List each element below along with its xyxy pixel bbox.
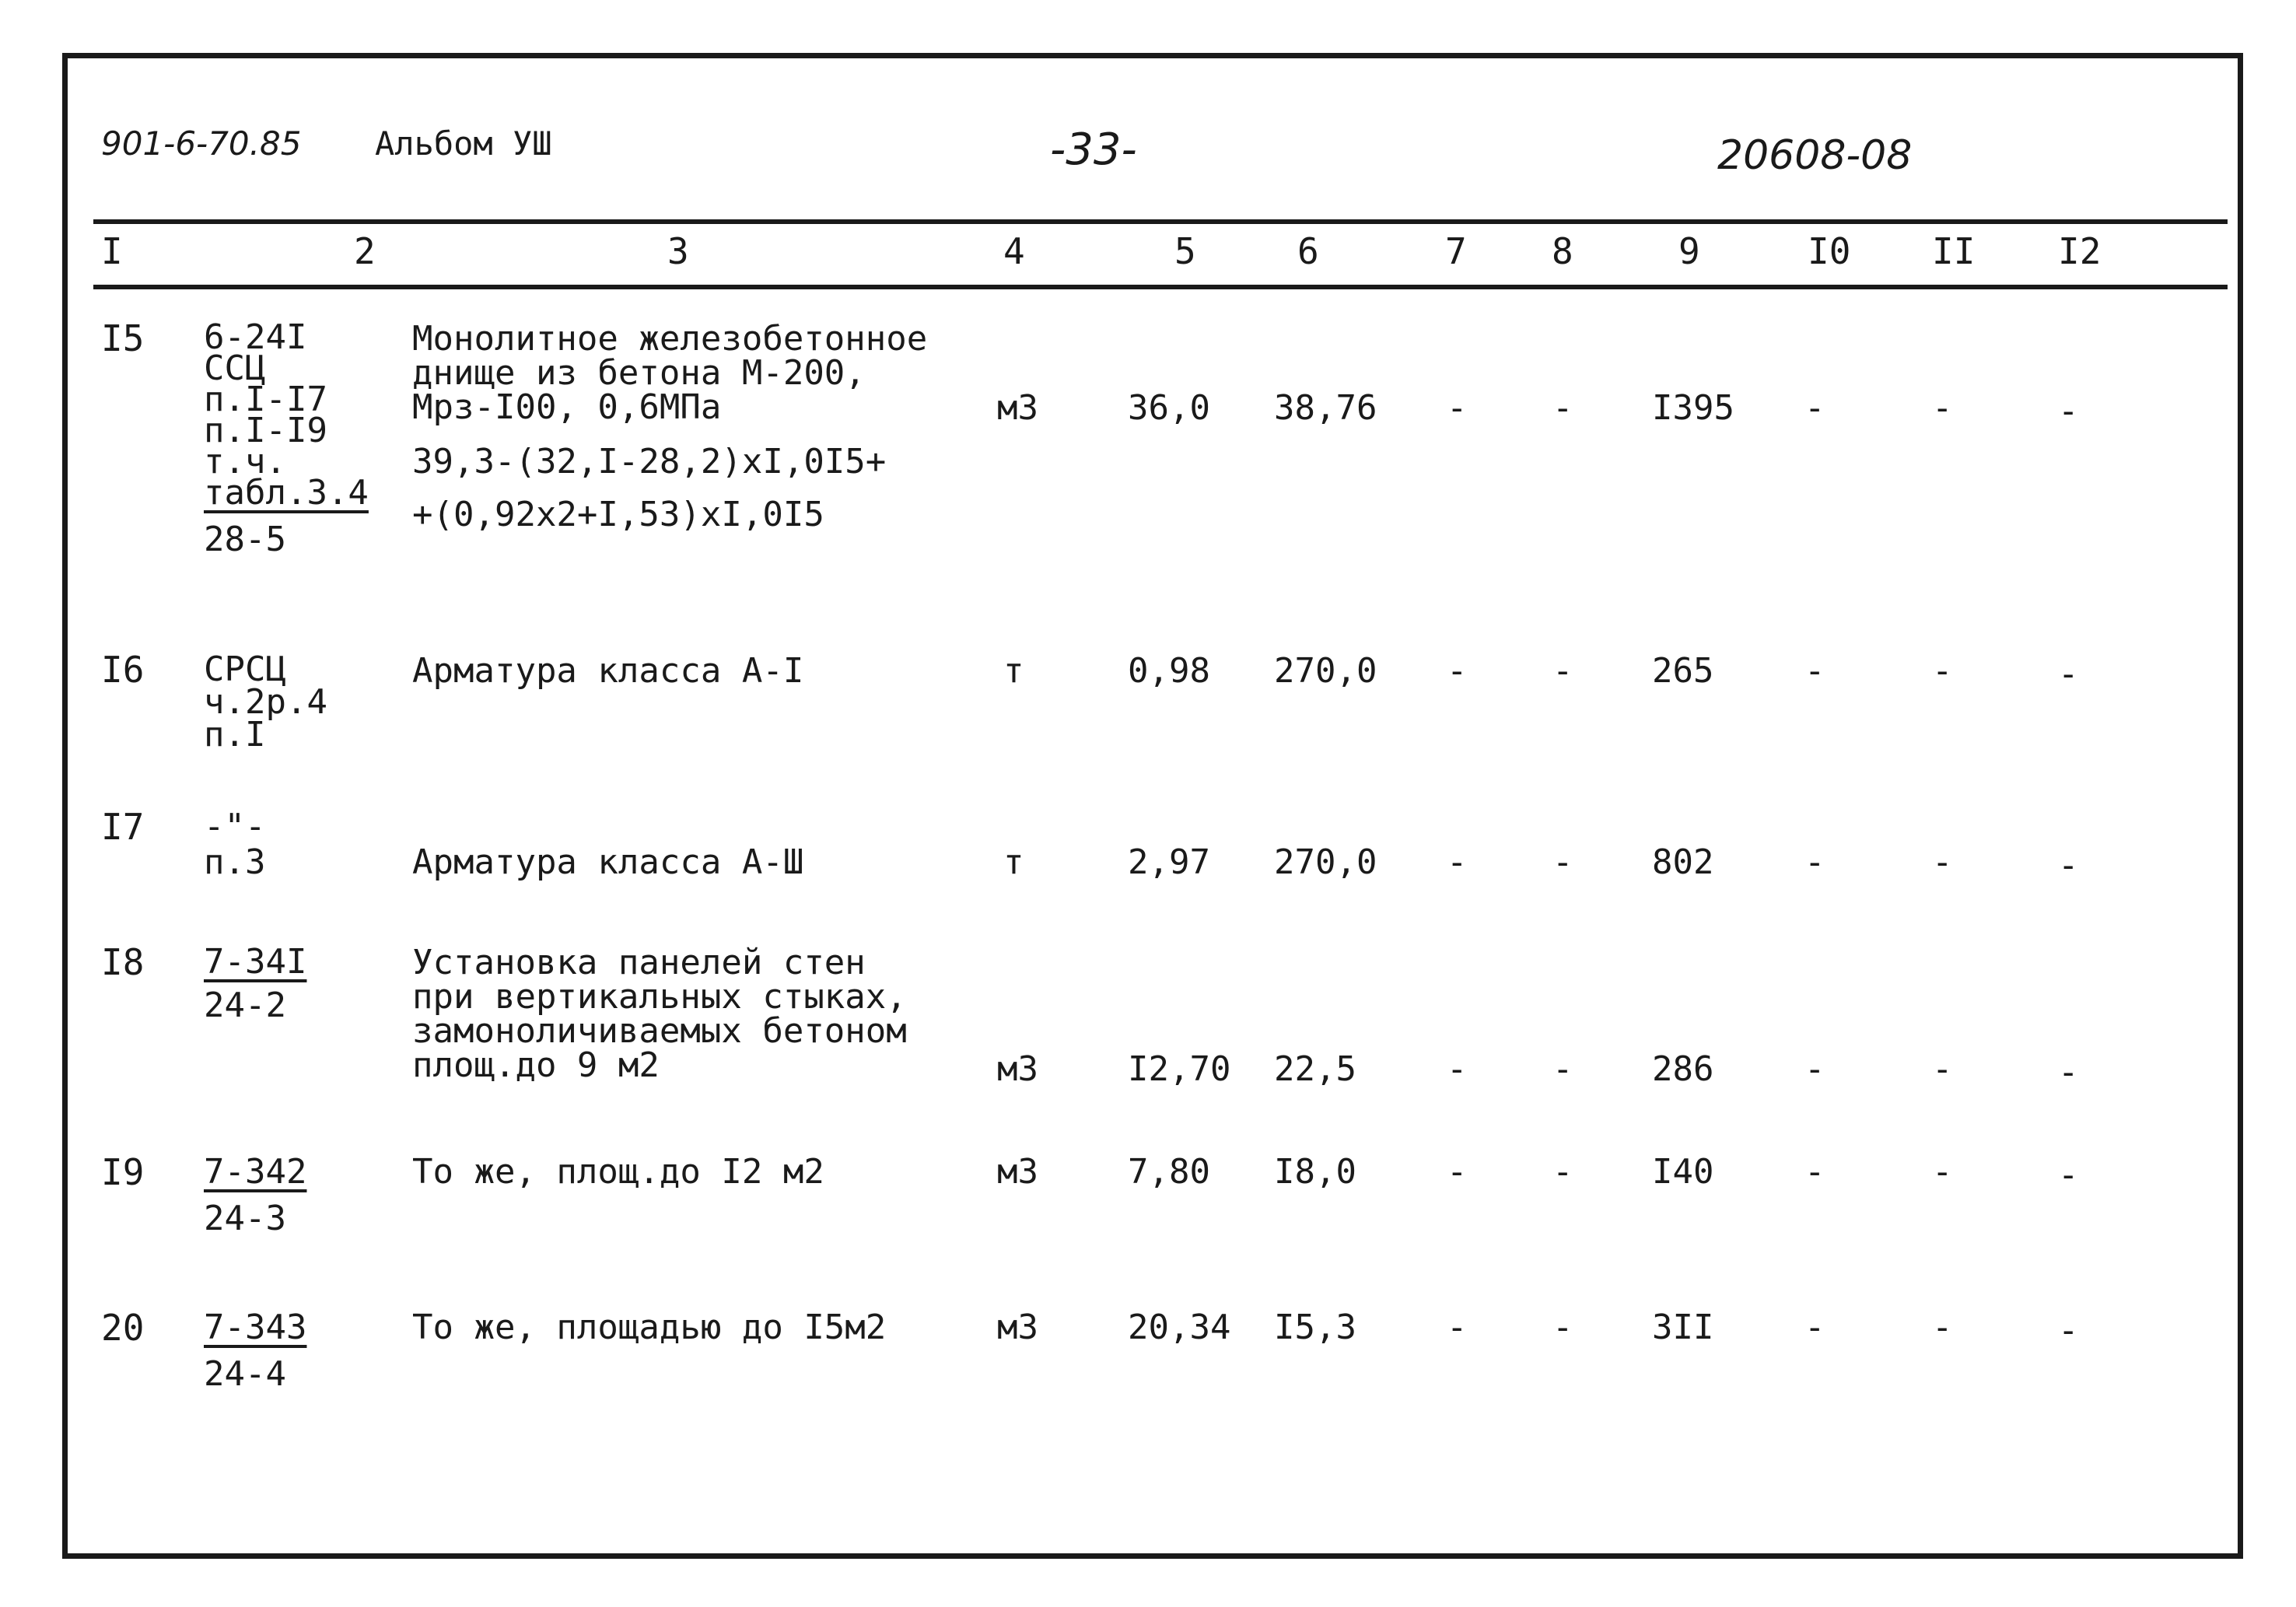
row-20-ref-line: 7-343 [204,1308,307,1347]
row-18-c8: - [1552,1049,1573,1089]
row-19-ref [204,1154,306,1237]
row-15-c11: - [1932,388,1953,428]
row-16-c11: - [1932,651,1953,691]
row-16-ref-line: ч.2р.4 [204,682,327,722]
row-15-ref-line: 6-24I [204,317,307,357]
column-header-5: 5 [1174,230,1196,272]
album-label: Альбом УШ [375,124,552,163]
row-15-pos: I5 [101,317,145,359]
row-17-c8: - [1552,842,1573,882]
column-header-11: II [1932,230,1976,272]
row-18-c7: - [1447,1049,1468,1089]
column-header-12: I2 [2058,230,2102,272]
row-20-c8: - [1552,1308,1573,1347]
row-16-c5: 0,98 [1128,651,1210,691]
column-header-9: 9 [1678,230,1700,272]
row-19-c5: 7,80 [1128,1152,1210,1192]
row-20-ref [204,1310,306,1392]
row-20-c7: - [1447,1308,1468,1347]
row-19-c12: - [2058,1155,2079,1195]
row-19-pos: I9 [101,1151,145,1193]
row-15-c8: - [1552,388,1573,428]
row-19-unit: м3 [997,1152,1038,1192]
row-17-ref-line: -"- [204,807,266,846]
row-16-c12: - [2058,654,2079,694]
row-18-ref [204,944,306,1024]
column-header-7: 7 [1445,230,1467,272]
row-17-c7: - [1447,842,1468,882]
row-18-ref-line: 7-34I [204,942,307,982]
row-15-ref-line: табл.3.4 [204,473,369,513]
row-16-c10: - [1804,651,1825,691]
row-15-unit: м3 [997,388,1038,428]
row-20-desc: То же, площадью до I5м2 [412,1308,887,1347]
row-16-c7: - [1447,651,1468,691]
doc-number: 20608-08 [1717,132,1913,179]
row-20-c10: - [1804,1308,1825,1347]
row-16-c6: 270,0 [1274,651,1377,691]
row-18-pos: I8 [101,941,145,983]
column-header-6: 6 [1297,230,1319,272]
column-header-1: I [101,230,123,272]
row-18-desc-line: при вертикальных стыках, [412,977,907,1017]
row-15-c5: 36,0 [1128,388,1210,428]
row-19-c10: - [1804,1152,1825,1192]
row-19-c6: I8,0 [1274,1152,1356,1192]
row-17-c6: 270,0 [1274,842,1377,882]
row-19-ref-line: 24-3 [204,1199,286,1238]
row-15-c10: - [1804,388,1825,428]
row-15-ref-line: 28-5 [204,520,286,559]
row-19-c11: - [1932,1152,1953,1192]
page-number: -33- [1050,124,1137,175]
row-15-ref [204,317,369,559]
row-16-desc: Арматура класса А-I [412,651,804,691]
row-19-c8: - [1552,1152,1573,1192]
row-16-ref-line: СРСЦ [204,649,286,689]
row-15-ref-line: ССЦ [204,348,266,388]
column-header-3: 3 [667,230,689,272]
row-20-c5: 20,34 [1128,1308,1231,1347]
row-15-desc-line: Мрз-I00, 0,6МПа [412,387,722,427]
row-20-c12: - [2058,1311,2079,1350]
row-15-desc-line: днище из бетона М-200, [412,353,866,393]
column-header-4: 4 [1003,230,1025,272]
row-16-ref [204,649,327,754]
row-17-ref [204,809,265,881]
row-16-c9: 265 [1652,651,1714,691]
row-18-c12: - [2058,1052,2079,1092]
row-17-c11: - [1932,842,1953,882]
row-16-c8: - [1552,651,1573,691]
row-18-desc-line: Установка панелей стен [412,943,866,982]
row-18-c9: 286 [1652,1049,1714,1089]
header-rule-bottom [93,285,2228,289]
column-header-8: 8 [1552,230,1573,272]
header-rule-top [93,219,2228,224]
row-18-c11: - [1932,1049,1953,1089]
row-15-desc-line: Монолитное железобетонное [412,319,928,359]
row-18-desc [412,943,907,1085]
row-15-ref-line: п.I-I7 [204,380,327,419]
row-18-c10: - [1804,1049,1825,1089]
row-18-desc-line: площ.до 9 м2 [412,1045,660,1085]
row-20-c6: I5,3 [1274,1308,1356,1347]
row-20-unit: м3 [997,1308,1038,1347]
row-16-unit: т [1003,651,1024,691]
row-15-c12: - [2058,391,2079,431]
row-15-desc [412,319,928,534]
row-18-c6: 22,5 [1274,1049,1356,1089]
column-header-2: 2 [354,230,376,272]
row-18-ref-line: 24-2 [204,986,286,1025]
row-17-desc: Арматура класса А-Ш [412,842,804,882]
row-16-ref-line: п.I [204,715,266,754]
row-18-unit: м3 [997,1049,1038,1089]
row-19-ref-line: 7-342 [204,1152,307,1192]
row-18-c5: I2,70 [1128,1049,1231,1089]
document-code: 901-6-70.85 [101,124,302,163]
row-15-desc-line: 39,3-(32,I-28,2)xI,0I5+ [412,442,887,481]
row-15-ref-line: п.I-I9 [204,411,327,450]
row-17-unit: т [1003,842,1024,882]
row-17-c9: 802 [1652,842,1714,882]
row-19-c7: - [1447,1152,1468,1192]
row-19-desc: То же, площ.до I2 м2 [412,1152,824,1192]
column-header-10: I0 [1808,230,1851,272]
row-20-c9: 3II [1652,1308,1714,1347]
row-16-pos: I6 [101,649,145,691]
row-17-ref-line: п.3 [204,842,266,882]
row-15-desc-line: +(0,92x2+I,53)xI,0I5 [412,495,824,534]
row-17-c5: 2,97 [1128,842,1210,882]
row-20-ref-line: 24-4 [204,1354,286,1394]
row-17-c12: - [2058,846,2079,885]
row-20-pos: 20 [101,1307,145,1349]
row-19-c9: I40 [1652,1152,1714,1192]
row-15-c7: - [1447,388,1468,428]
row-15-c6: 38,76 [1274,388,1377,428]
row-18-desc-line: замоноличиваемых бетоном [412,1011,907,1051]
row-15-ref-line: т.ч. [204,442,286,481]
row-17-c10: - [1804,842,1825,882]
row-15-c9: I395 [1652,388,1734,428]
row-17-pos: I7 [101,806,145,848]
row-20-c11: - [1932,1308,1953,1347]
